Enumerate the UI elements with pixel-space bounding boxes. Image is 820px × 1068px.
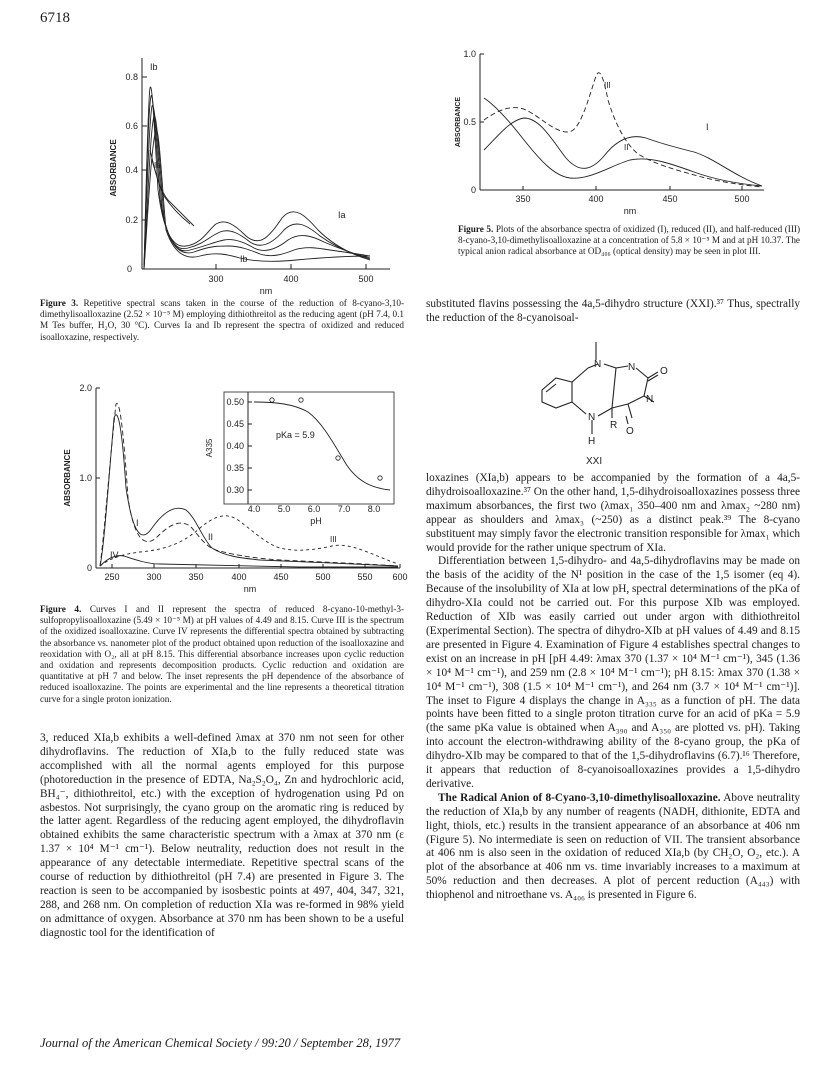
fig3-ytick-3: 0.6 xyxy=(125,121,138,131)
fig5-xtick-1: 400 xyxy=(588,194,604,204)
fig4-ylabel: ABSORBANCE xyxy=(63,449,72,507)
fig4-label-iv: IV xyxy=(110,550,119,560)
fig3-curves xyxy=(144,87,370,269)
figure-4-caption-label: Figure 4. xyxy=(40,604,82,614)
figure-5-caption-text: Plots of the absorbance spectra of oxidized (I), reduced (II), and half-reduced (III) 8-cyano-3,10-dimethylisoalloxazine at a concentration of 5.8 × 10⁻⁵ M and at pH 10.37. The typical anion radical absorbance at OD₄₀₆ (optical density) may be seen in plot III. xyxy=(458,224,801,257)
fig3-ytick-2: 0.4 xyxy=(125,165,138,175)
fig4-xtick-5: 500 xyxy=(315,572,331,582)
figure-5-caption xyxy=(458,224,800,258)
fig3-label-ia-right: Ia xyxy=(338,210,346,220)
fig5-xlabel: nm xyxy=(623,206,637,216)
fig5-xtick-2: 450 xyxy=(662,194,678,204)
structure-atom-n4: N xyxy=(588,412,596,423)
fig5-ylabel: ABSORBANCE xyxy=(455,96,462,148)
figure-3-chart xyxy=(70,40,410,300)
fig3-ytick-1: 0.2 xyxy=(125,215,138,225)
fig3-label-ib-top: Ib xyxy=(150,62,158,72)
fig3-label-ia-mid: Ia xyxy=(154,161,161,170)
fig4-inset-point xyxy=(336,456,340,460)
fig4-inset-ylabel: A335 xyxy=(205,438,214,458)
figure-5-caption-label: Figure 5. xyxy=(458,224,494,234)
figure-3-caption-text: Repetitive spectral scans taken in the course of the reduction of 8-cyano-3,10-dimethylisoalloxazine (2.52 × 10⁻⁵ M) employing dithiothreitol as the reducing agent (pH 7.4, 0.1 M Tes buffer, H₂O, 30 °C). Curves Ia and Ib represent the spectra of oxidized and reduced isoalloxazine, respectively. xyxy=(40,298,405,342)
fig3-ytick-0: 0 xyxy=(126,264,132,274)
structure-atom-o2: O xyxy=(626,426,634,437)
fig4-xtick-6: 550 xyxy=(357,572,373,582)
fig4-inset-pka: pKa = 5.9 xyxy=(276,430,315,440)
left-paragraph: 3, reduced XIa,b exhibits a well-defined λmax at 370 nm not seen for other dihydroflavins. The reduction of XIa,b to the fully reduced state was accomplished with all the normal agents employed for this purpose (photoreduction in the presence of EDTA, Na₂S₂O₄, Zn and hydrochloric acid, BH₄⁻, dithiothreitol, etc.) with the exception of hydrogenation using Pd on asbestos. Not surprisingly, the cyano group on the aromatic ring is reduced by the latter agent. Regardless of the reducing agent employed, the dihydroflavin obtained exhibits the same characteristic spectrum with a λmax at 370 nm (ε 1.37 × 10⁴ M⁻¹ cm⁻¹). Below neutrality, reduction does not result in the appearance of any detectable intermediate. Repetitive spectral scans of the course of reduction by dithiothreitol (pH 7.4) are presented in Figure 3. The reaction is seen to be accompanied by isosbestic points at 497, 404, 347, 321, 288, and 268 nm. On completion of reduction XIa was re-formed in 98% yield on admittance of oxygen. Absorbance at 370 nm has been shown to be a useful diagnostic tool for the identification of xyxy=(40,732,404,939)
structure-atom-n3: N xyxy=(646,394,654,405)
fig4-inset-ytick-4: 0.50 xyxy=(226,397,244,407)
fig4-inset-xtick-4: 8.0 xyxy=(367,504,381,514)
fig4-inset-point xyxy=(270,398,274,402)
fig4-label-iii: III xyxy=(330,535,337,544)
structure-atom-r: R xyxy=(610,420,618,431)
fig4-inset-xtick-1: 5.0 xyxy=(277,504,291,514)
fig4-inset-point xyxy=(378,476,382,480)
right-column-top xyxy=(426,298,800,326)
fig4-xtick-7: 600 xyxy=(392,572,408,582)
fig4-ytick-0: 0 xyxy=(86,563,92,573)
section-paragraph: Above neutrality the reduction of XIa,b by any number of reagents (NADH, dithionite, EDTA and light, thiols, etc.) results in the transient appearance of an absorbance at 406 nm (Figure 5). No intermediate is seen on reduction of VII. The transient absorbance at 406 nm is also seen in the oxidation of reduced XIa,b (by CH₂O, O₂, etc.). A plot of the absorbance at 406 nm vs. time invariably increases to a maximum at 50% reduction and then decreases. A plot of percent reduction (A₄₄₃) with thiophenol and nitroethane vs. A₄₀₆ is presented in Figure 6. xyxy=(426,791,800,902)
fig4-xlabel: nm xyxy=(243,584,257,594)
figure-4-chart xyxy=(40,378,420,600)
fig4-ytick-1: 1.0 xyxy=(79,473,92,483)
fig4-inset-xlabel: pH xyxy=(310,516,322,526)
fig5-ytick-1: 0.5 xyxy=(463,117,476,127)
fig4-xtick-3: 400 xyxy=(231,572,247,582)
fig5-label-iii: III xyxy=(604,81,611,90)
figure-4-caption-text: Curves I and II represent the spectra of reduced 8-cyano-10-methyl-3-sulfopropylisoalloxazine (5.49 × 10⁻⁵ M) at pH values of 4.49 and 8.15. Curve III is the spectrum of the oxidized isoalloxazine. Curve IV represents the differential spectra obtained by subtracting the absorbance vs. nanometer plot of the product obtained upon reduction of the isoalloxazine and reoxidation with O₂, all at pH 8.15. This differential absorbance increases upon cyclic reduction and oxidation and represents decomposition products. Cyclic reduction and oxidation are quantitative at pH 7 and below. The inset represents the pH dependence of the absorbance of reduced isoalloxazine. The points are experimental and the line represents a theoretical titration curve for a single proton ionization. xyxy=(40,604,404,704)
fig5-xtick-0: 350 xyxy=(515,194,531,204)
journal-footer: Journal of the American Chemical Society / 99:20 / September 28, 1977 xyxy=(40,1036,401,1050)
fig4-inset-point xyxy=(299,398,303,402)
structure-atom-n1: N xyxy=(594,359,602,370)
fig5-ytick-0: 0 xyxy=(470,185,476,195)
figure-4-caption xyxy=(40,604,404,705)
fig3-xtick-0: 300 xyxy=(208,274,224,284)
figure-3-caption-label: Figure 3. xyxy=(40,298,79,308)
fig4-xtick-4: 450 xyxy=(273,572,289,582)
fig3-ytick-4: 0.8 xyxy=(125,72,138,82)
fig4-inset-ytick-0: 0.30 xyxy=(226,485,244,495)
right-paragraph-2: Differentiation between 1,5-dihydro- and 4a,5-dihydroflavins may be made on the basis of the acidity of the N¹ position in the case of the 1,5 isomer (eq 4). Because of the insolubility of XIa at low pH, spectral determinations of the pKa of dihydro-XIa could not be carried out. For this purpose XIb was employed. Reduction of XIb was easily carried out under argon with dithiothreitol (Experimental Section). The spectra of dihydro-XIb at pH values of 4.49 and 8.15 are presented in Figure 4. Examination of Figure 4 establishes spectral changes to exist on an increase in pH [pH 4.49: λmax 370 (1.37 × 10⁴ M⁻¹ cm⁻¹), 345 (1.36 × 10⁴ M⁻¹ cm⁻¹), and 259 nm (2.8 × 10⁴ M⁻¹ cm⁻¹); pH 8.15: λmax 370 (1.38 × 10⁴ M⁻¹ cm⁻¹), 308 (1.5 × 10⁴ M⁻¹ cm⁻¹), and 264 nm (3.7 × 10⁴ M⁻¹ cm⁻¹)]. The inset to Figure 4 displays the change in A₃₃₅ as a function of pH. The data points have been fitted to a single proton titration curve for an acid of pKa = 5.9 (the same pKa value is obtained when A₃₉₀ and A₃₅₀ are plotted vs. pH). Taking into account the electron-withdrawing ability of the 8-cyano group, the pKa of dihydro-XIb may be compared to that of the 1,5-dihydroflavins (6.7).¹⁶ Therefore, it appears that reduction of 8-cyanoisoalloxazines provides a 1,5-dihydro derivative. xyxy=(426,555,800,790)
fig4-inset-xtick-0: 4.0 xyxy=(247,504,261,514)
fig4-label-i: I xyxy=(136,518,139,528)
structure-atom-o1: O xyxy=(660,366,668,377)
section-heading: The Radical Anion of 8-Cyano-3,10-dimethylisoalloxazine. xyxy=(438,791,721,804)
fig5-label-ii: II xyxy=(624,143,629,152)
structure-atom-n2: N xyxy=(628,362,636,373)
fig5-label-i: I xyxy=(706,122,709,132)
page-number: 6718 xyxy=(40,10,70,26)
fig4-inset-xtick-2: 6.0 xyxy=(307,504,321,514)
fig4-ytick-2: 2.0 xyxy=(79,383,92,393)
fig4-label-ii: II xyxy=(208,532,214,542)
figure-3-caption xyxy=(40,298,404,343)
fig4-curves xyxy=(100,402,398,567)
fig3-xtick-2: 500 xyxy=(358,274,374,284)
fig5-ytick-2: 1.0 xyxy=(463,49,476,59)
figure-5-chart xyxy=(440,40,800,220)
fig3-label-ib-low: Ib xyxy=(240,254,248,264)
fig3-xlabel: nm xyxy=(259,286,273,296)
fig5-xtick-3: 500 xyxy=(734,194,750,204)
fig4-inset-ytick-1: 0.35 xyxy=(226,463,244,473)
fig4-inset-xtick-3: 7.0 xyxy=(337,504,351,514)
left-column-text xyxy=(40,732,404,941)
fig3-xtick-1: 400 xyxy=(283,274,299,284)
structure-label: XXI xyxy=(586,456,603,467)
right-paragraph-1: loxazines (XIa,b) appears to be accompanied by the formation of a 4a,5-dihydroisoalloxazine.³⁷ On the other hand, 1,5-dihydroisoalloxazines possess three maximum absorbances, the first two (λmax₁ 350–400 nm and λmax₂ ~280 nm) appear as shoulders and λmax₃ (~250) as a distinct peak.³⁹ The 8-cyano substituent may simply favor the electronic transition responsible for λmax₁ which would provide for the rather unique spectrum of XIa. xyxy=(426,472,800,554)
right-top-paragraph: substituted flavins possessing the 4a,5-dihydro structure (XXI).³⁷ Thus, spectrally the reduction of the 8-cyanoisoal- xyxy=(426,298,800,324)
structure-atom-h: H xyxy=(588,436,596,447)
right-column-middle xyxy=(426,472,800,903)
fig4-xtick-0: 250 xyxy=(104,572,120,582)
fig5-curves xyxy=(484,73,762,187)
fig4-inset-ytick-2: 0.40 xyxy=(226,441,244,451)
fig3-ylabel: ABSORBANCE xyxy=(109,139,118,197)
fig4-inset-frame xyxy=(224,392,394,504)
fig4-xtick-1: 300 xyxy=(146,572,162,582)
fig4-inset-ytick-3: 0.45 xyxy=(226,419,244,429)
fig4-xtick-2: 350 xyxy=(188,572,204,582)
structure-xxi xyxy=(528,338,688,470)
